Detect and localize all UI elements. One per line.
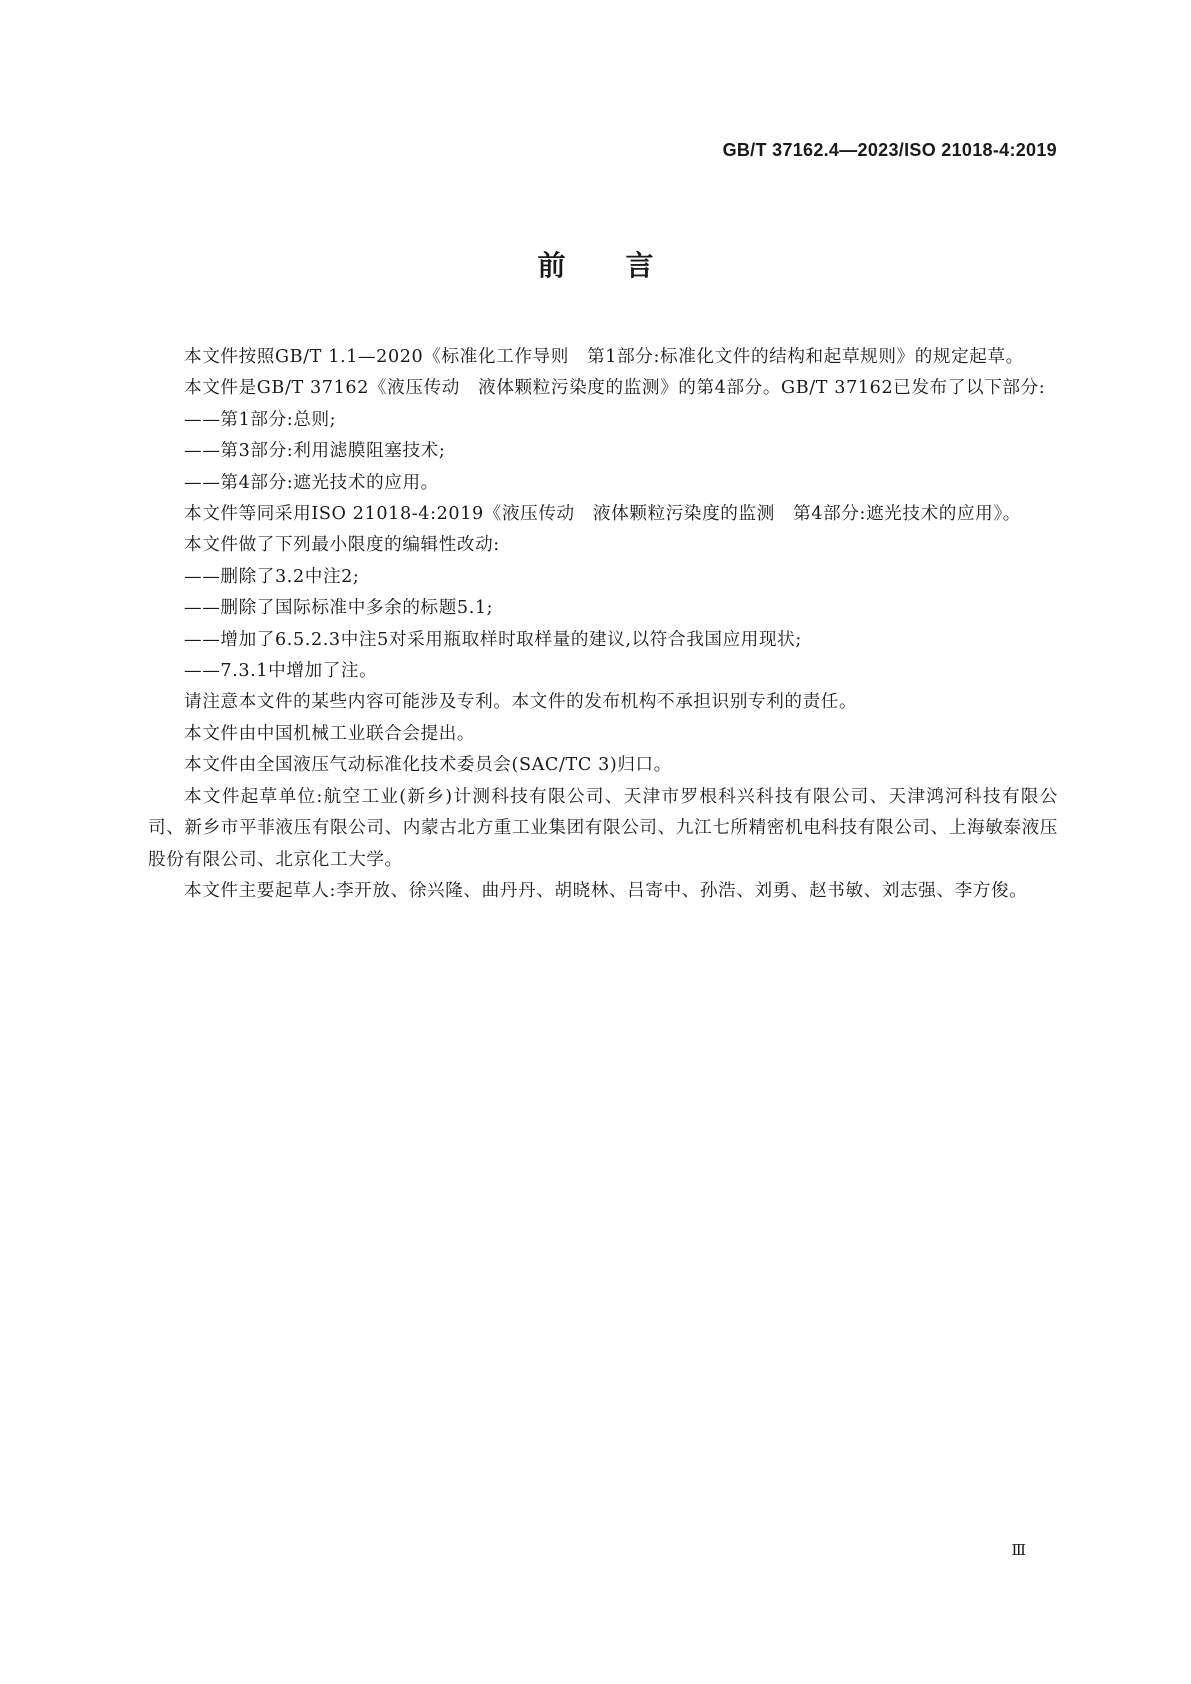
- paragraph-series-intro: 本文件是GB/T 37162《液压传动 液体颗粒污染度的监测》的第4部分。GB/T 37162已发布了以下部分:: [184, 378, 1046, 399]
- list-item: ——7.3.1中增加了注。: [184, 661, 378, 682]
- list-item: ——第4部分:遮光技术的应用。: [184, 472, 439, 493]
- paragraph-drafting-units: 本文件起草单位:航空工业(新乡)计测科技有限公司、天津市罗根科兴科技有限公司、天津鸿河科技有限公司、新乡市平菲液压有限公司、内蒙古北方重工业集团有限公司、九江七所精密机电科技有限公司、上海敏泰液压股份有限公司、北京化工大学。: [148, 786, 1058, 870]
- foreword-body: [148, 342, 1058, 907]
- list-item: ——第1部分:总则;: [184, 409, 337, 430]
- standard-number: GB/T 37162.4—2023/ISO 21018-4:2019: [722, 140, 1057, 160]
- paragraph-drafting-rules: 本文件按照GB/T 1.1—2020《标准化工作导则 第1部分:标准化文件的结构和起草规则》的规定起草。: [184, 347, 1024, 367]
- paragraph-changes-intro: 本文件做了下列最小限度的编辑性改动:: [184, 535, 500, 556]
- page-number: Ⅲ: [1011, 1541, 1026, 1559]
- page-title: 前言: [537, 249, 714, 282]
- paragraph-adoption: 本文件等同采用ISO 21018-4:2019《液压传动 液体颗粒污染度的监测 第4部分:遮光技术的应用》。: [184, 504, 1021, 525]
- paragraph-patent-notice: 请注意本文件的某些内容可能涉及专利。本文件的发布机构不承担识别专利的责任。: [184, 692, 858, 713]
- paragraph-drafters: 本文件主要起草人:李开放、徐兴隆、曲丹丹、胡晓林、吕寄中、孙浩、刘勇、赵书敏、刘志强、李方俊。: [184, 880, 1028, 901]
- list-item: ——增加了6.5.2.3中注5对采用瓶取样时取样量的建议,以符合我国应用现状;: [184, 629, 802, 650]
- list-item: ——删除了3.2中注2;: [184, 566, 360, 587]
- paragraph-responsible-committee: 本文件由全国液压气动标准化技术委员会(SAC/TC 3)归口。: [184, 755, 672, 776]
- list-item: ——第3部分:利用滤膜阻塞技术;: [184, 441, 446, 462]
- list-item: ——删除了国际标准中多余的标题5.1;: [184, 598, 494, 619]
- paragraph-proposer: 本文件由中国机械工业联合会提出。: [184, 723, 476, 744]
